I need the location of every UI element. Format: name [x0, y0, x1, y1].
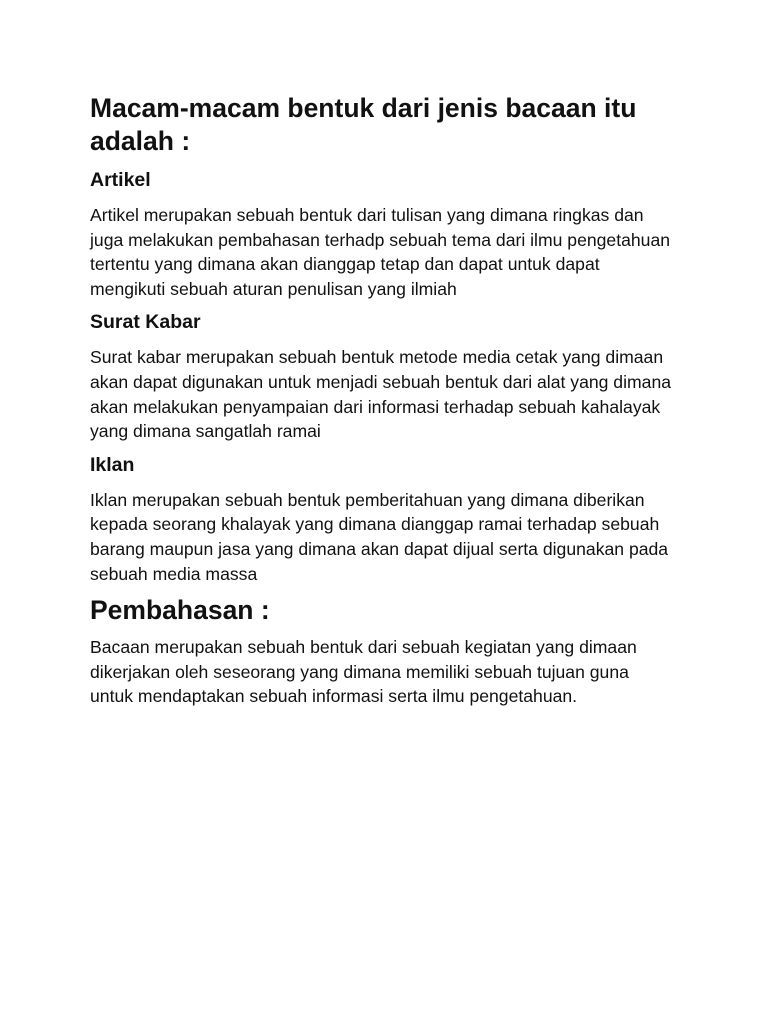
discussion-body: Bacaan merupakan sebuah bentuk dari sebuah kegiatan yang dimaan dikerjakan oleh seseorang yang dimana memiliki sebuah tujuan guna untuk mendaptakan sebuah informasi serta ilmu pengetahuan. [90, 637, 637, 707]
section-heading-iklan: Iklan [90, 453, 135, 476]
section-body-surat-kabar: Surat kabar merupakan sebuah bentuk metode media cetak yang dimaan akan dapat digunakan untuk menjadi sebuah bentuk dari alat yang dimana akan melakukan penyampaian dari informasi terhadap sebuah kahalayak yang dimana sangatlah ramai [90, 347, 672, 442]
section-heading-artikel: Artikel [90, 169, 151, 191]
section-body-iklan: Iklan merupakan sebuah bentuk pemberitahuan yang dimana diberikan kepada seorang khalayak yang dimana dianggap ramai terhadap sebuah barang maupun jasa yang dimana akan dapat dijual serta digunakan pada sebuah media massa [90, 489, 669, 584]
page-title: Macam-macam bentuk dari jenis bacaan itu adalah : [90, 93, 637, 156]
section-body-artikel: Artikel merupakan sebuah bentuk dari tulisan yang dimana ringkas dan juga melakukan pembahasan terhadp sebuah tema dari ilmu pengetahuan tertentu yang dimana akan dianggap tetap dan dapat untuk dapat mengikuti sebuah aturan penulisan yang ilmiah [90, 205, 671, 299]
section-heading-surat-kabar: Surat Kabar [90, 311, 201, 334]
discussion-heading: Pembahasan : [90, 595, 270, 626]
